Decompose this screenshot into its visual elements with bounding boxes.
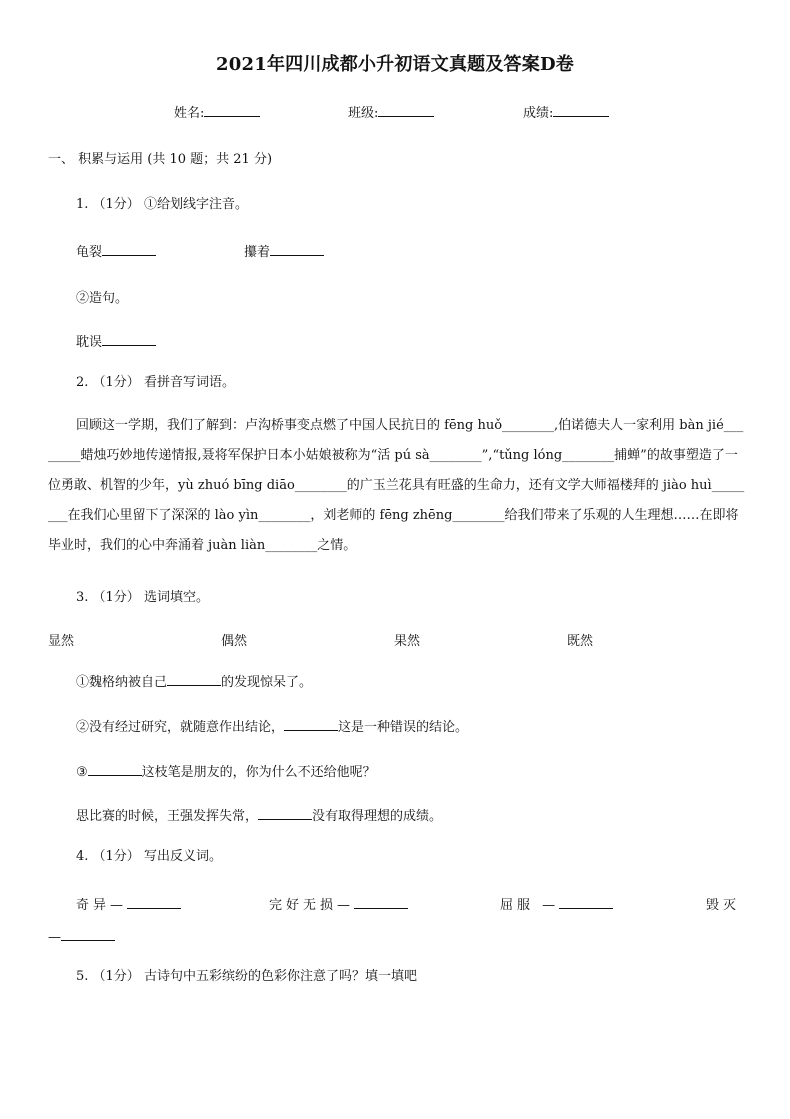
answer-blank[interactable]	[127, 896, 181, 909]
question-2-stem: 2. （1分） 看拼音写词语。	[76, 375, 235, 390]
answer-blank[interactable]	[88, 763, 142, 776]
antonym-dash: —	[48, 930, 61, 945]
antonym-4-answer	[48, 928, 115, 945]
sentence-text: ①魏格纳被自己	[76, 675, 168, 690]
sentence-text: 的发现惊呆了。	[221, 675, 313, 690]
question-5-stem: 5. （1分） 古诗句中五彩缤纷的色彩你注意了吗？填一填吧	[76, 969, 417, 984]
antonym-2	[269, 894, 408, 913]
item-word: 龟裂	[76, 245, 103, 260]
question-2-paragraph	[48, 411, 748, 561]
question-4-stem: 4. （1分） 写出反义词。	[76, 849, 222, 864]
option-3: 果然	[394, 634, 421, 649]
score-label: 成绩:	[523, 106, 554, 121]
page-title: 2021年四川成都小升初语文真题及答案D卷	[216, 54, 574, 75]
score-blank[interactable]	[553, 104, 609, 117]
option-2: 偶然	[221, 634, 248, 649]
question-1-item-1	[76, 241, 156, 260]
answer-blank[interactable]	[354, 896, 408, 909]
question-3-sentence-1	[76, 671, 312, 690]
answer-blank[interactable]	[284, 718, 338, 731]
answer-blank[interactable]	[559, 896, 613, 909]
question-3-sentence-3	[76, 761, 376, 780]
antonym-4: 毁灭	[706, 898, 741, 913]
sentence-text: ②没有经过研究，就随意作出结论，	[76, 720, 285, 735]
answer-blank[interactable]	[102, 243, 156, 256]
answer-blank[interactable]	[270, 243, 324, 256]
sentence-text: 没有取得理想的成绩。	[312, 809, 443, 824]
section-heading: 一、 积累与运用 (共 10 题；共 21 分)	[48, 152, 273, 167]
sentence-text: 这是一种错误的结论。	[338, 720, 469, 735]
question-1-item-3	[76, 331, 156, 350]
name-label: 姓名:	[174, 106, 205, 121]
class-field	[348, 104, 434, 120]
antonym-word: 奇异—	[76, 898, 128, 913]
answer-blank[interactable]	[61, 928, 115, 941]
question-1-stem: 1. （1分） ①给划线字注音。	[76, 197, 248, 212]
answer-blank[interactable]	[167, 673, 221, 686]
question-3-stem: 3. （1分） 选词填空。	[76, 590, 209, 605]
option-1: 显然	[48, 634, 75, 649]
antonym-word: 屈服 —	[500, 898, 560, 913]
item-word: 攥着	[244, 245, 271, 260]
answer-blank[interactable]	[102, 333, 156, 346]
class-blank[interactable]	[378, 104, 434, 117]
paragraph-text: 回顾这一学期，我们了解到：卢沟桥事变点燃了中国人民抗日的 fēng huǒ________,伯诺德夫人一家利用 bàn jié________蜡烛巧妙地传递情报,聂将军保护日本小姑娘被称为“活 pú sà________”,“tǔng lóng________捕蝉”的故事塑造了一位勇敢、机智的少年，yù zhuó bīng diāo________的广玉兰花具有旺盛的生命力，还有文学大师福楼拜的 jiào huì________在我们心里留下了深深的 lào yìn________，刘老师的 fēng zhēng________给我们带来了乐观的人生理想……在即将毕业时，我们的心中奔涌着 juàn liàn________之情。	[48, 418, 745, 553]
answer-blank[interactable]	[258, 807, 312, 820]
sentence-text: 这枝笔是朋友的，你为什么不还给他呢？	[141, 765, 376, 780]
score-field	[523, 104, 609, 120]
question-3-sentence-2	[76, 716, 468, 735]
class-label: 班级:	[348, 106, 379, 121]
name-blank[interactable]	[204, 104, 260, 117]
sentence-text: 思比赛的时候，王强发挥失常，	[76, 809, 259, 824]
question-3-sentence-4	[76, 805, 442, 824]
option-4: 既然	[567, 634, 594, 649]
question-1-item-2	[244, 241, 324, 260]
sentence-text: ③	[76, 765, 88, 780]
name-field	[174, 104, 260, 120]
item-word: 耽误	[76, 335, 103, 350]
antonym-word: 完好无损—	[269, 898, 355, 913]
antonym-1	[76, 894, 181, 913]
question-1-sub-2: ②造句。	[76, 291, 129, 306]
antonym-3	[500, 894, 613, 913]
